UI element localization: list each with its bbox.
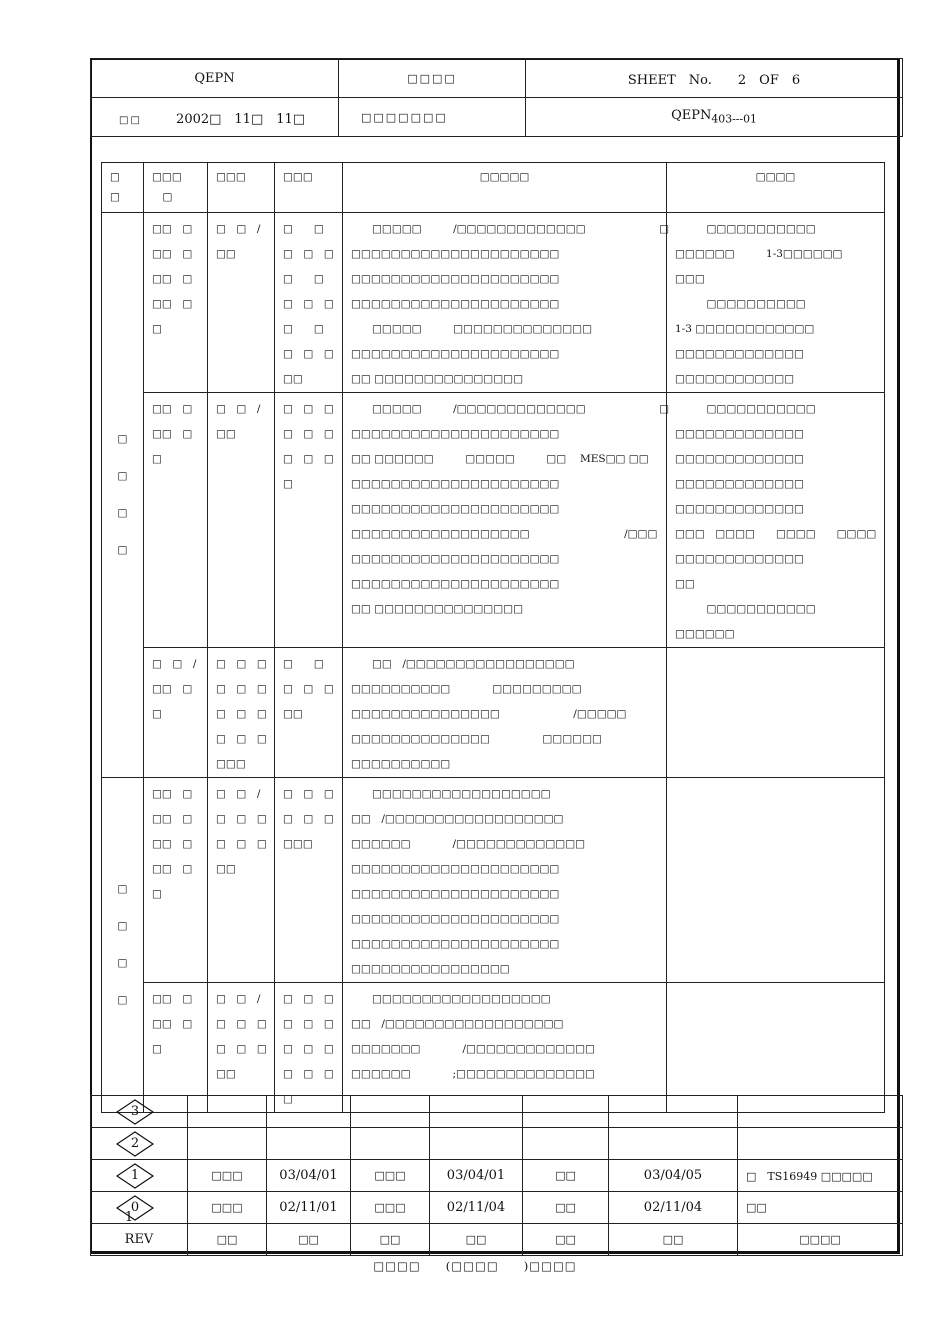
company-code: QEPN	[91, 59, 339, 98]
cell-line: □□ □	[152, 273, 193, 285]
revision-footer-cell: □□□□	[738, 1224, 903, 1256]
table-row	[102, 213, 885, 393]
cell-line: □ □ □	[216, 1018, 267, 1030]
cell-line: □□ □	[152, 838, 193, 850]
revision-number	[91, 1160, 188, 1192]
cell-line: □ □	[283, 273, 324, 285]
cell-line: □□	[216, 1068, 236, 1080]
cell-line: □	[283, 478, 293, 490]
cell-line: □□ □	[152, 403, 193, 415]
cell-line: □□ □□□□□□□□□□□□□□□	[351, 373, 523, 385]
cell-line: □□□□□□□□□□	[351, 758, 451, 770]
cell-line: □□□□□□□□□□□	[675, 403, 816, 415]
revision-footer-cell: □□	[351, 1224, 430, 1256]
revision-cell	[738, 1128, 903, 1160]
cell-line: □□	[216, 428, 236, 440]
cell-line: □□□□□□□□□□□□□	[675, 478, 804, 490]
cell-c3	[275, 983, 343, 1113]
cell-line: □ □ □	[283, 348, 334, 360]
cell-line: □ □ □	[283, 428, 334, 440]
cell-c1	[144, 393, 208, 648]
cell-line: □□ □	[152, 428, 193, 440]
revision-cell: □□	[738, 1192, 903, 1224]
revision-cell: 03/04/01	[430, 1160, 523, 1192]
cell-line: □□□□□□□□□□□□□□□□□□□□□	[351, 913, 560, 925]
revision-cell: 02/11/04	[609, 1192, 738, 1224]
revision-cell	[523, 1128, 609, 1160]
revision-cell	[188, 1096, 267, 1128]
revision-diamond-icon	[115, 1163, 155, 1189]
cell-c2	[208, 648, 275, 778]
revision-cell	[738, 1096, 903, 1128]
section-label-char: □	[117, 920, 128, 932]
revision-label: 3	[130, 1103, 140, 1119]
revision-diamond-icon	[115, 1195, 155, 1225]
revision-cell	[430, 1128, 523, 1160]
cell-line: □ □ □	[216, 1043, 267, 1055]
cell-line: □□□□□□□□□□□□□□□□□□□□□	[351, 298, 560, 310]
revision-cell	[523, 1096, 609, 1128]
cell-line: □□□□□□□□□□□□□□□□□□□□□	[351, 348, 560, 360]
cell-line: □□□ □□□□ □□□□ □□□□	[675, 528, 877, 540]
revision-cell: □□□	[188, 1160, 267, 1192]
cell-line: □□□□□□□□□□□□□□□ /□□□□□	[351, 708, 627, 720]
revision-number	[91, 1128, 188, 1160]
cell-line: □□□□□□□□□□□□□□□□□□□□□	[351, 478, 560, 490]
cell-line: □ □ □	[216, 838, 267, 850]
cell-line: □	[152, 453, 162, 465]
cell-line: □□□□□□□□□□□□□□□□□□□□□	[351, 428, 560, 440]
cell-line: □□□□□□□□□□□□□□ □□□□□□	[351, 733, 602, 745]
cell-line: □□□□□□	[675, 628, 735, 640]
revision-cell: 02/11/04	[430, 1192, 523, 1224]
cell-c4	[343, 648, 667, 778]
revision-cell: □□□	[351, 1160, 430, 1192]
section-label-char: □	[117, 994, 128, 1006]
cell-line: □ □ □	[283, 813, 334, 825]
revision-footer-cell: □□	[188, 1224, 267, 1256]
revision-footer-row	[91, 1224, 903, 1256]
revision-cell: □ TS16949 □□□□□	[738, 1160, 903, 1192]
cell-line: □ □	[283, 323, 324, 335]
table-body	[102, 213, 885, 1113]
cell-c5	[667, 778, 885, 983]
table-row	[102, 393, 885, 648]
revision-cell	[351, 1128, 430, 1160]
table-row	[102, 983, 885, 1113]
cell-line: □□□□□□ /□□□□□□□□□□□□□	[351, 838, 586, 850]
cell-line: □□ □	[152, 298, 193, 310]
revision-cell	[351, 1096, 430, 1128]
cell-c4	[343, 778, 667, 983]
header-col-1: □ □	[102, 163, 144, 213]
revision-cell	[609, 1128, 738, 1160]
revision-table	[90, 1095, 903, 1256]
document-header	[90, 58, 903, 137]
cell-c1	[144, 778, 208, 983]
cell-c5	[667, 648, 885, 778]
cell-line: □ □	[283, 223, 324, 235]
revision-cell	[430, 1096, 523, 1128]
cell-line: □□□□□□□□□□□□□□□□□□□□□	[351, 503, 560, 515]
revision-label: 0	[130, 1199, 140, 1215]
cell-line: □□	[675, 578, 695, 590]
cell-c2	[208, 778, 275, 983]
section-label-char: □	[117, 433, 128, 445]
revision-footer-cell: □□	[430, 1224, 523, 1256]
revision-cell: □□□	[351, 1192, 430, 1224]
cell-line: □□□□□□□□□□□□□□□□□□ /□□□	[351, 528, 658, 540]
document-title: □□□□□□□	[339, 98, 526, 137]
cell-line: □□ □	[152, 993, 193, 1005]
section-label-char: □	[117, 470, 128, 482]
cell-c2	[208, 213, 275, 393]
cell-c5	[667, 983, 885, 1113]
header-col-5: □□□□□	[343, 163, 667, 213]
cell-line: □□	[283, 708, 303, 720]
cell-line: □ □ □	[283, 453, 334, 465]
revision-diamond-icon	[115, 1099, 155, 1125]
cell-line: □□ □	[152, 683, 193, 695]
cell-c1	[144, 983, 208, 1113]
cell-line: □□ □	[152, 223, 193, 235]
cell-line: □□ □	[152, 248, 193, 260]
cell-line: □ □ □	[283, 1018, 334, 1030]
cell-line: □ □ /	[216, 993, 261, 1005]
table-row	[102, 648, 885, 778]
header-col-3: □□□	[208, 163, 275, 213]
cell-line: □□□□□□ ;□□□□□□□□□□□□□□	[351, 1068, 595, 1080]
section-label-char: □	[117, 883, 128, 895]
cell-line: □ □ □	[283, 248, 334, 260]
cell-line: □ □	[283, 658, 324, 670]
cell-line: □	[152, 888, 162, 900]
cell-line: □□□□□□□□□□□□□□□□□□□□□	[351, 938, 560, 950]
cell-line: □□□□□□ 1-3□□□□□□	[675, 248, 843, 260]
cell-c3	[275, 393, 343, 648]
cell-line: □ □ □	[283, 683, 334, 695]
cell-line: □□□□□□□□□□	[675, 298, 806, 310]
cell-line: □□□□□□□□□□□□□□□□□□□□□	[351, 273, 560, 285]
cell-c1	[144, 648, 208, 778]
revision-cell	[609, 1096, 738, 1128]
cell-line: □	[152, 1043, 162, 1055]
document-number	[526, 98, 903, 137]
cell-line: □□ □	[152, 863, 193, 875]
revision-footer-cell: □□	[523, 1224, 609, 1256]
cell-line: □ □ □	[216, 658, 267, 670]
cell-line: □□□□□□□□□□□	[675, 603, 816, 615]
cell-line: □	[152, 708, 162, 720]
table-header-row	[102, 163, 885, 213]
cell-line: □□□□□ /□□□□□□□□□□□□□ □	[351, 403, 670, 415]
cell-line: □□ /□□□□□□□□□□□□□□□□□□	[351, 1018, 564, 1030]
cell-line: □□	[283, 373, 303, 385]
cell-line: □□ □□□□□□ □□□□□ □□ MES□□ □□	[351, 453, 649, 465]
cell-line: □□ □	[152, 788, 193, 800]
revision-footer-cell: REV	[91, 1224, 188, 1256]
cell-line: □□□□□□□□□□□	[675, 223, 816, 235]
cell-line: □	[283, 1093, 293, 1105]
cell-line: □□□□□□□□□□□□□	[675, 453, 804, 465]
revision-row	[91, 1192, 903, 1224]
cell-line: □□□	[675, 273, 705, 285]
cell-c2	[208, 393, 275, 648]
revision-diamond-icon	[115, 1131, 155, 1157]
cell-line: □□□□□□□□□□□□□	[675, 553, 804, 565]
page-footer: □□□□ (□□□□ )□□□□	[373, 1259, 577, 1273]
cell-line: □ □ □	[283, 788, 334, 800]
document-type: □□□□	[339, 59, 526, 98]
cell-line: □ □ □	[216, 733, 267, 745]
section-label	[102, 778, 144, 1113]
section-label	[102, 213, 144, 778]
issue-date: 2002□ 11□ 11□	[176, 111, 306, 127]
cell-line: □□	[216, 863, 236, 875]
cell-line: □ □ □	[216, 683, 267, 695]
cell-c3	[275, 778, 343, 983]
cell-line: □□□□□□□□□□□□□□□□□□□□□	[351, 888, 560, 900]
cell-line: □□ □□□□□□□□□□□□□□□	[351, 603, 523, 615]
cell-line: □□□□□□□□□□□□□□□□□□	[351, 788, 551, 800]
cell-line: □ □ □	[283, 1068, 334, 1080]
cell-line: □□□□□□□□□□□□□	[675, 348, 804, 360]
section-label-char: □	[117, 957, 128, 969]
cell-line: □□□□□□□ /□□□□□□□□□□□□□	[351, 1043, 595, 1055]
cell-c4	[343, 393, 670, 648]
document-number-suffix: 403---01	[711, 112, 757, 126]
revision-label: 2	[130, 1135, 140, 1151]
cell-line: 1-3 □□□□□□□□□□□□	[675, 323, 815, 335]
section-label-char: □	[117, 507, 128, 519]
cell-line: □□□□□□□□□□□□	[675, 373, 795, 385]
revision-number	[91, 1192, 188, 1224]
cell-line: □ □ □	[216, 813, 267, 825]
cell-c3	[275, 213, 343, 393]
header-col-6: □□□□	[667, 163, 885, 213]
cell-c3	[275, 648, 343, 778]
cell-line: □□ /□□□□□□□□□□□□□□□□□	[351, 658, 575, 670]
cell-line: □□□□□□□□□□□□□	[675, 503, 804, 515]
cell-line: □□□□□□□□□□□□□□□□	[351, 963, 510, 975]
cell-line: □□	[216, 248, 236, 260]
cell-c5	[667, 393, 885, 648]
revision-number	[91, 1096, 188, 1128]
cell-line: □ □ /	[216, 403, 261, 415]
revision-cell	[188, 1128, 267, 1160]
table-row	[102, 778, 885, 983]
cell-line: □□□	[283, 838, 313, 850]
cell-line: □□□□□□□□□□□□□□□□□□□□□	[351, 578, 560, 590]
revision-cell: 03/04/01	[267, 1160, 351, 1192]
cell-line: □□□□□□□□□□□□□	[675, 428, 804, 440]
section-label-char: □	[117, 544, 128, 556]
revision-cell: □□	[523, 1160, 609, 1192]
revision-cell: □□	[523, 1192, 609, 1224]
cell-line: □□□□□ /□□□□□□□□□□□□□ □	[351, 223, 670, 235]
cell-line: □□□□□ □□□□□□□□□□□□□□	[351, 323, 592, 335]
cell-line: □□ /□□□□□□□□□□□□□□□□□□	[351, 813, 564, 825]
date-cell	[91, 98, 339, 137]
cell-c4	[343, 213, 670, 393]
date-label: □□	[119, 114, 142, 126]
revision-row	[91, 1128, 903, 1160]
cell-line: □ □ □	[283, 1043, 334, 1055]
revision-cell: 03/04/05	[609, 1160, 738, 1192]
cell-c2	[208, 983, 275, 1113]
cell-line: □□□□□□□□□□□□□□□□□□□□□	[351, 248, 560, 260]
cell-line: □□□	[216, 758, 246, 770]
cell-line: □ □ /	[216, 223, 261, 235]
cell-line: □□□□□□□□□□□□□□□□□□	[351, 993, 551, 1005]
cell-line: □□□□□□□□□□□□□□□□□□□□□	[351, 863, 560, 875]
cell-line: □ □ □	[283, 993, 334, 1005]
header-col-4: □□□	[275, 163, 343, 213]
header-col-2: □□□ □	[144, 163, 208, 213]
cell-line: □ □ /	[216, 788, 261, 800]
revision-row	[91, 1160, 903, 1192]
revision-cell: 02/11/01	[267, 1192, 351, 1224]
cell-line: □	[152, 323, 162, 335]
revision-cell	[267, 1096, 351, 1128]
sheet-number: SHEET No. 2 OF 6	[526, 59, 903, 98]
cell-c5	[667, 213, 885, 393]
revision-cell: □□□	[188, 1192, 267, 1224]
cell-line: □□ □	[152, 813, 193, 825]
revision-footer-cell: □□	[267, 1224, 351, 1256]
document-number-prefix: QEPN	[671, 108, 712, 124]
cell-line: □□□□□□□□□□ □□□□□□□□□	[351, 683, 582, 695]
revision-body	[91, 1096, 903, 1256]
cell-c4	[343, 983, 667, 1113]
revision-label: 1	[130, 1167, 140, 1183]
procedure-table	[101, 162, 885, 1113]
revision-row	[91, 1096, 903, 1128]
cell-line: □□ □	[152, 1018, 193, 1030]
revision-label-extra: 1	[124, 1209, 134, 1225]
cell-line: □ □ /	[152, 658, 197, 670]
cell-line: □ □ □	[216, 708, 267, 720]
revision-cell	[267, 1128, 351, 1160]
cell-line: □ □ □	[283, 403, 334, 415]
cell-c1	[144, 213, 208, 393]
cell-line: □ □ □	[283, 298, 334, 310]
cell-line: □□□□□□□□□□□□□□□□□□□□□	[351, 553, 560, 565]
revision-footer-cell: □□	[609, 1224, 738, 1256]
